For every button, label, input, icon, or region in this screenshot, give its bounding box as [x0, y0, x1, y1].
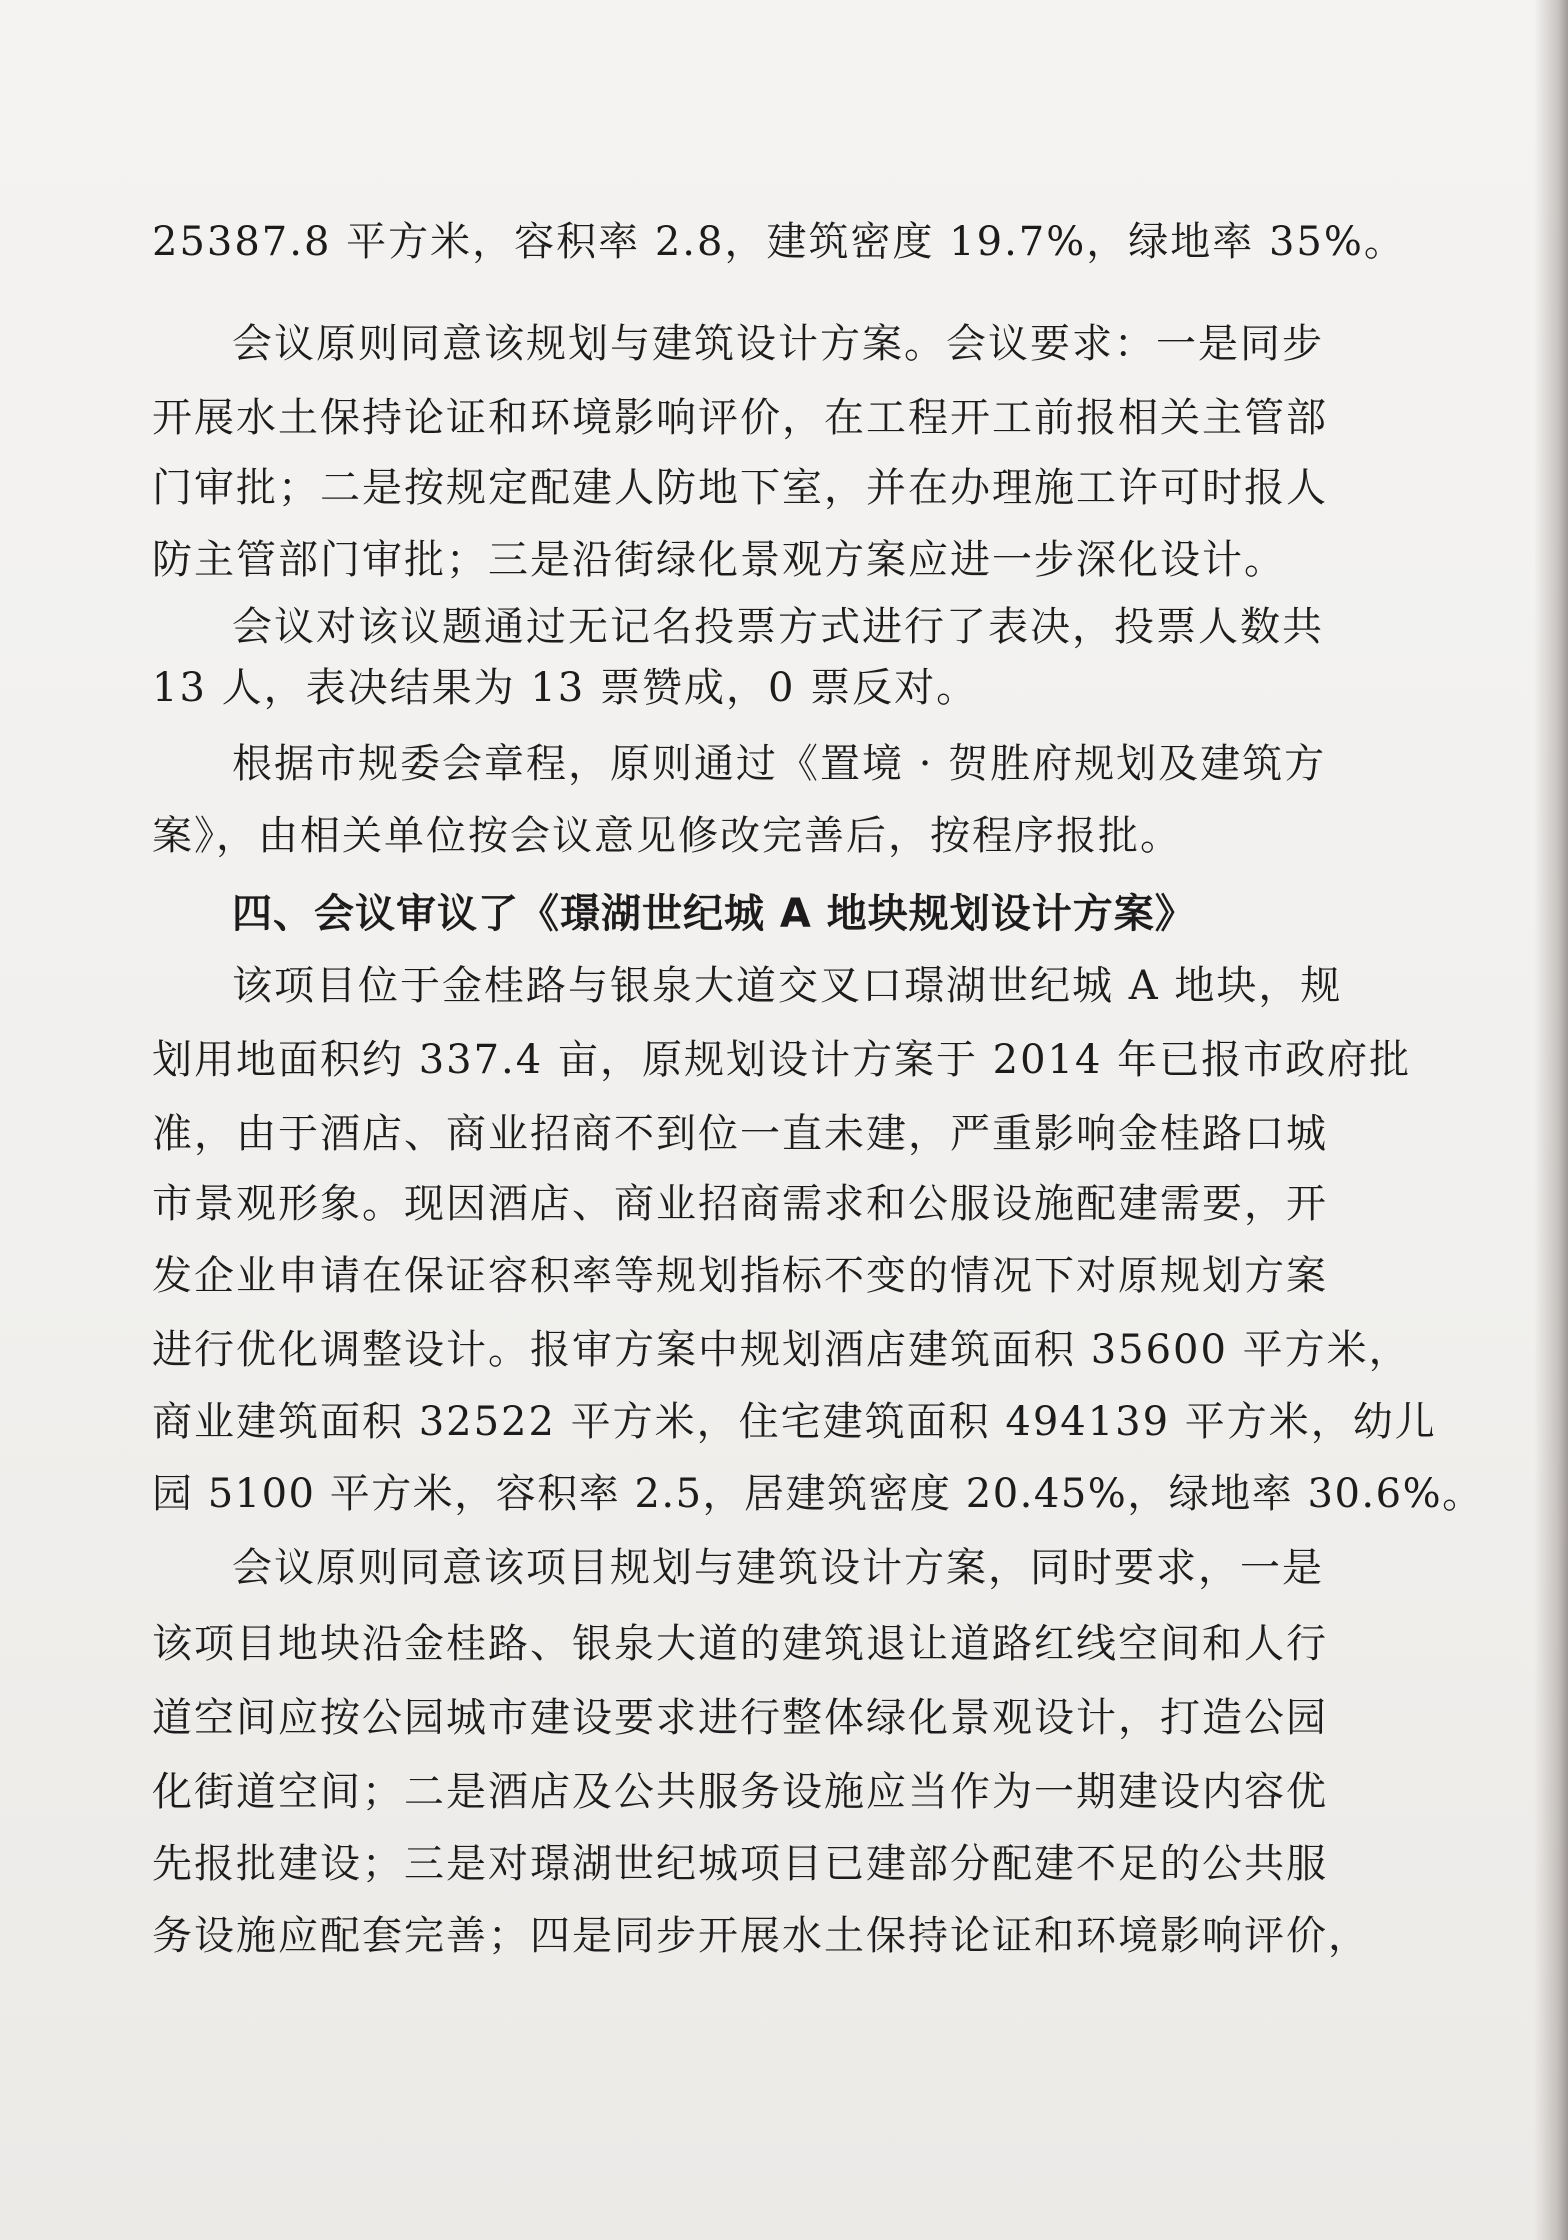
text-line: 商业建筑面积 32522 平方米，住宅建筑面积 494139 平方米，幼儿 — [152, 1399, 1437, 1445]
text-line: 准，由于酒店、商业招商不到位一直未建，严重影响金桂路口城 — [152, 1111, 1328, 1157]
text-line: 划用地面积约 337.4 亩，原规划设计方案于 2014 年已报市政府批 — [152, 1037, 1412, 1083]
text-line: 防主管部门审批；三是沿街绿化景观方案应进一步深化设计。 — [152, 537, 1286, 583]
text-line: 13 人，表决结果为 13 票赞成，0 票反对。 — [152, 665, 979, 711]
text-line: 案》，由相关单位按会议意见修改完善后，按程序报批。 — [152, 813, 1182, 859]
section-heading: 四、会议审议了《璟湖世纪城 A 地块规划设计方案》 — [232, 891, 1196, 937]
text-line: 会议对该议题通过无记名投票方式进行了表决，投票人数共 — [232, 604, 1324, 650]
text-line: 该项目地块沿金桂路、银泉大道的建筑退让道路红线空间和人行 — [152, 1621, 1328, 1667]
text-line: 25387.8 平方米，容积率 2.8，建筑密度 19.7%，绿地率 35%。 — [152, 219, 1406, 265]
text-line: 园 5100 平方米，容积率 2.5，居建筑密度 20.45%，绿地率 30.6%。 — [152, 1471, 1484, 1517]
text-line: 化街道空间；二是酒店及公共服务设施应当作为一期建设内容优 — [152, 1769, 1328, 1815]
text-line: 会议原则同意该规划与建筑设计方案。会议要求：一是同步 — [232, 321, 1324, 367]
text-line: 进行优化调整设计。报审方案中规划酒店建筑面积 35600 平方米， — [152, 1327, 1411, 1373]
text-line: 市景观形象。现因酒店、商业招商需求和公服设施配建需要，开 — [152, 1181, 1328, 1227]
text-line: 会议原则同意该项目规划与建筑设计方案，同时要求，一是 — [232, 1545, 1324, 1591]
page-edge-shadow — [1534, 0, 1568, 2240]
text-line: 道空间应按公园城市建设要求进行整体绿化景观设计，打造公园 — [152, 1695, 1328, 1741]
text-line: 门审批；二是按规定配建人防地下室，并在办理施工许可时报人 — [152, 465, 1328, 511]
text-line: 该项目位于金桂路与银泉大道交叉口璟湖世纪城 A 地块，规 — [232, 963, 1343, 1009]
text-line: 务设施应配套完善；四是同步开展水土保持论证和环境影响评价， — [152, 1913, 1370, 1959]
text-line: 根据市规委会章程，原则通过《置境 · 贺胜府规划及建筑方 — [232, 741, 1327, 787]
text-line: 先报批建设；三是对璟湖世纪城项目已建部分配建不足的公共服 — [152, 1841, 1328, 1887]
text-line: 发企业申请在保证容积率等规划指标不变的情况下对原规划方案 — [152, 1253, 1328, 1299]
text-line: 开展水土保持论证和环境影响评价，在工程开工前报相关主管部 — [152, 395, 1328, 441]
